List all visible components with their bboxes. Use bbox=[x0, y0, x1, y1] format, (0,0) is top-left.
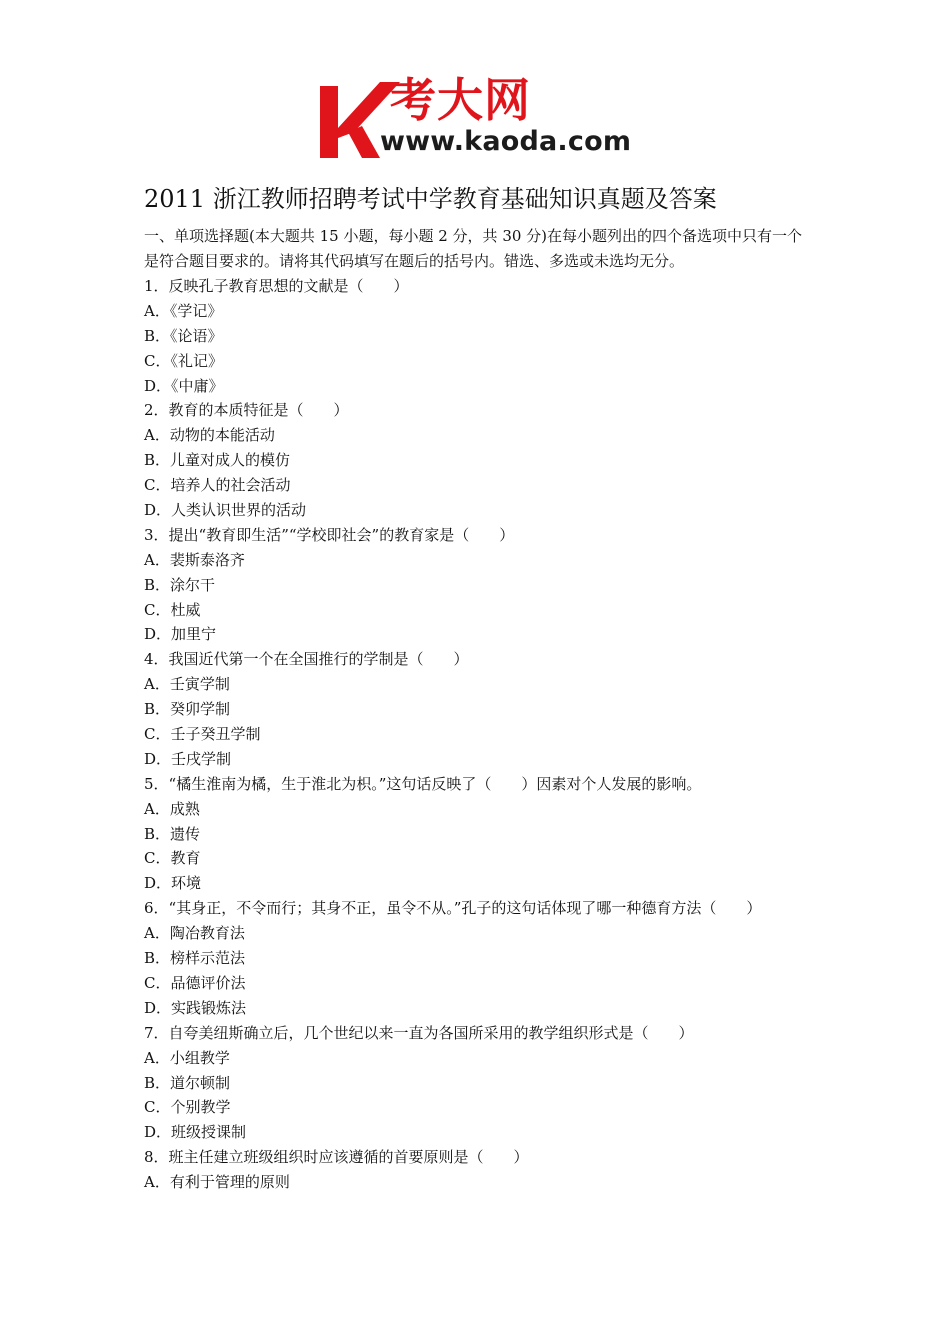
question-4 bbox=[144, 647, 814, 771]
question-stem: 5．“橘生淮南为橘，生于淮北为枳。”这句话反映了（ ）因素对个人发展的影响。 bbox=[144, 774, 702, 793]
question-stem: 8．班主任建立班级组织时应该遵循的首要原则是（ ） bbox=[144, 1148, 529, 1167]
option: A．壬寅学制 bbox=[144, 675, 230, 694]
option: D．环境 bbox=[144, 874, 202, 893]
document-title: 2011 浙江教师招聘考试中学教育基础知识真题及答案 bbox=[144, 185, 717, 213]
question-1 bbox=[144, 274, 814, 398]
question-stem: 6．“其身正，不令而行；其身不正，虽令不从。”孔子的这句话体现了哪一种德育方法（ ） bbox=[144, 899, 762, 918]
option: D．壬戌学制 bbox=[144, 749, 232, 768]
option: A．小组教学 bbox=[144, 1048, 230, 1067]
option: B．榜样示范法 bbox=[144, 949, 246, 968]
option: B．儿童对成人的模仿 bbox=[144, 451, 291, 470]
question-stem: 3．提出“教育即生活”“学校即社会”的教育家是（ ） bbox=[144, 525, 515, 544]
question-8 bbox=[144, 1145, 814, 1195]
kaoda-logo bbox=[318, 73, 640, 162]
option: C．教育 bbox=[144, 849, 201, 868]
option: A．有利于管理的原则 bbox=[144, 1173, 290, 1192]
option: D．实践锻炼法 bbox=[144, 998, 247, 1017]
option: A．裴斯泰洛齐 bbox=[144, 550, 245, 569]
option: C．壬子癸丑学制 bbox=[144, 725, 261, 744]
logo-chinese-name: 考大网 bbox=[390, 73, 531, 127]
question-6 bbox=[144, 896, 814, 1020]
option: C．品德评价法 bbox=[144, 973, 246, 992]
section-intro: 一、单项选择题(本大题共 15 小题，每小题 2 分，共 30 分)在每小题列出的四个备选项中只有一个是符合题目要求的。请将其代码填写在题后的括号内。错选、多选或未选均无分。 bbox=[144, 227, 803, 270]
question-7 bbox=[144, 1021, 814, 1145]
option: D．加里宁 bbox=[144, 625, 217, 644]
option: C．个别教学 bbox=[144, 1098, 231, 1117]
option: A．动物的本能活动 bbox=[144, 426, 275, 445]
option: B．遗传 bbox=[144, 824, 201, 843]
option: D．人类认识世界的活动 bbox=[144, 501, 307, 520]
question-stem: 2．教育的本质特征是（ ） bbox=[144, 401, 349, 420]
option: D．《中庸》 bbox=[144, 376, 224, 395]
question-2 bbox=[144, 398, 814, 522]
option: B．《论语》 bbox=[144, 326, 223, 345]
question-stem: 1．反映孔子教育思想的文献是（ ） bbox=[144, 277, 409, 295]
option: A．成熟 bbox=[144, 799, 200, 818]
question-stem: 7．自夸美纽斯确立后，几个世纪以来一直为各国所采用的教学组织形式是（ ） bbox=[144, 1023, 694, 1042]
option: A．《学记》 bbox=[144, 301, 223, 320]
document-body bbox=[144, 224, 814, 1195]
question-3 bbox=[144, 523, 814, 647]
option: C．杜威 bbox=[144, 600, 201, 619]
option: A．陶冶教育法 bbox=[144, 924, 245, 943]
option: C．培养人的社会活动 bbox=[144, 476, 291, 495]
option: B．癸卯学制 bbox=[144, 700, 231, 719]
question-5 bbox=[144, 772, 814, 896]
option: D．班级授课制 bbox=[144, 1123, 247, 1142]
question-stem: 4．我国近代第一个在全国推行的学制是（ ） bbox=[144, 650, 469, 669]
option: B．涂尔干 bbox=[144, 575, 216, 594]
option: B．道尔顿制 bbox=[144, 1073, 231, 1092]
option: C．《礼记》 bbox=[144, 351, 223, 370]
logo-url: www.kaoda.com bbox=[380, 126, 632, 157]
